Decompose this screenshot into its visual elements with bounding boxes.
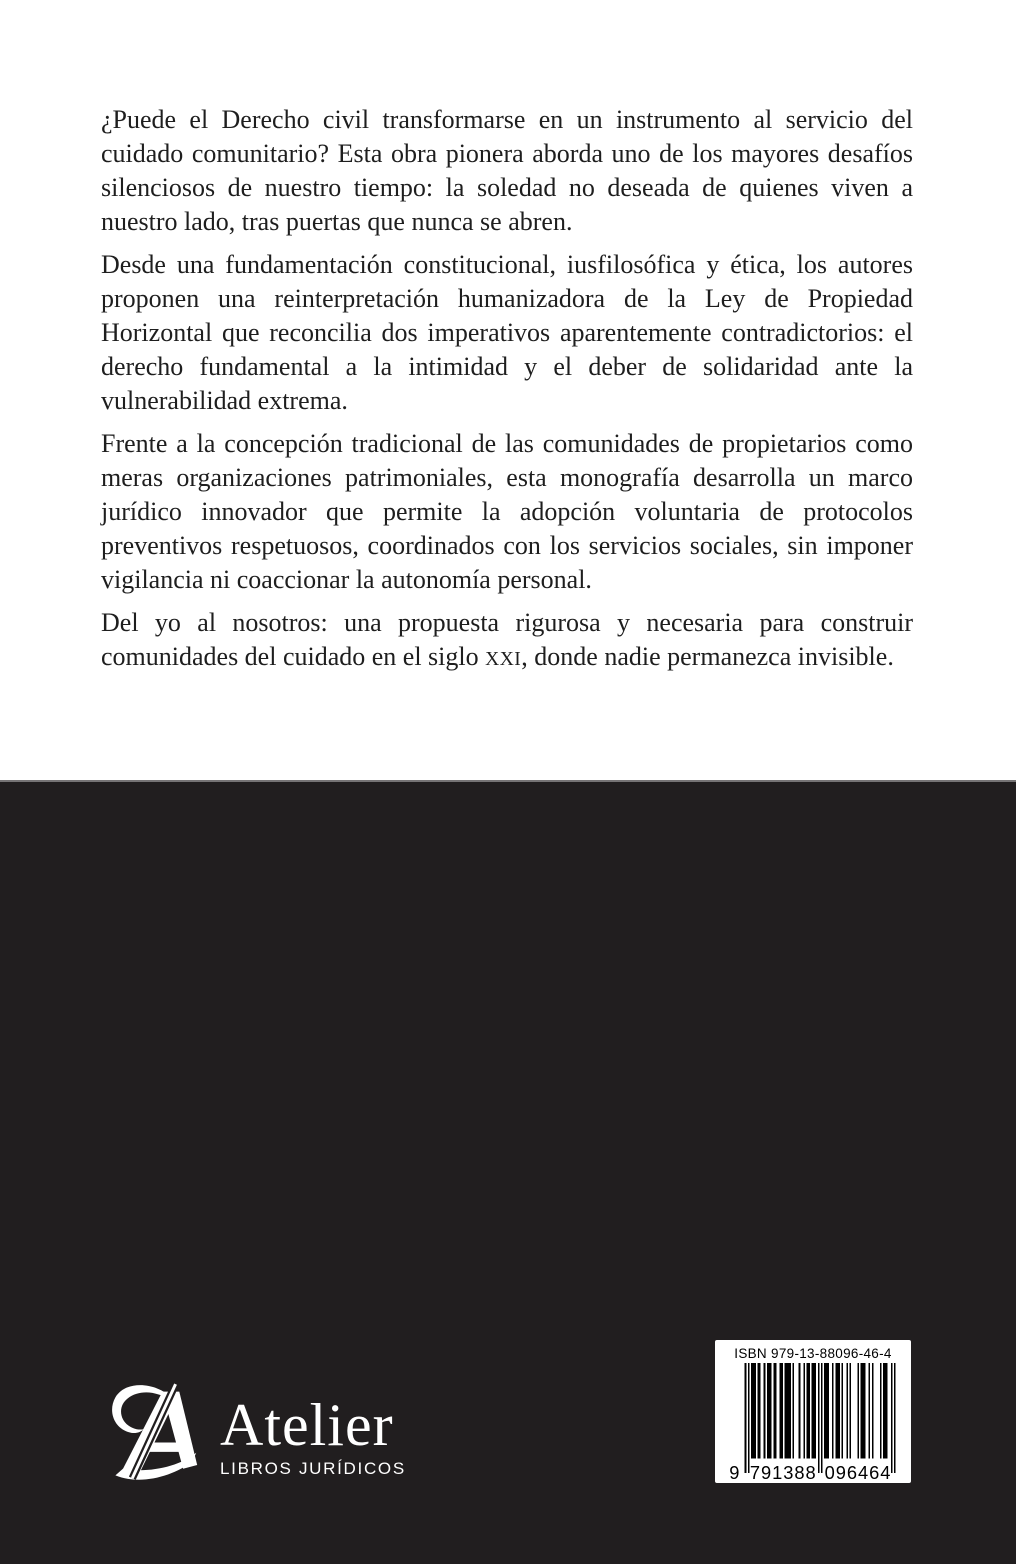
publisher-tagline: LIBROS JURÍDICOS: [220, 1459, 406, 1478]
svg-text:9: 9: [835, 1462, 846, 1481]
blurb-section: [101, 103, 913, 686]
blurb-paragraph-2: Desde una fundamentación constitucional, iusfilosófica y ética, los autores proponen una reinterpretación humanizadora de la Ley de Propiedad Horizontal que reconcilia dos imperativos aparentemente contradictorios: el derecho fundamental a la intimidad y el deber de solidaridad ante la vulnerabilidad extrema.: [101, 250, 913, 415]
svg-text:0: 0: [824, 1462, 835, 1481]
atelier-monogram-icon: [106, 1378, 200, 1490]
blurb-paragraph-4-pre: Del yo al nosotros: una propuesta rigurosa y necesaria para construir comunidades del cuidado en el siglo: [101, 608, 913, 671]
roman-numeral-xxi: XXI: [485, 649, 522, 670]
publisher-logo: [106, 1378, 406, 1490]
publisher-name: Atelier: [220, 1392, 394, 1458]
svg-text:8: 8: [805, 1462, 816, 1481]
ean13-barcode-icon: [724, 1363, 902, 1481]
blurb-paragraph-1: ¿Puede el Derecho civil transformarse en un instrumento al servicio del cuidado comunitario? Esta obra pionera aborda uno de los mayores desafíos silenciosos de nuestro tiempo: la soledad no deseada de quienes viven a nuestro lado, tras puertas que nunca se abren.: [101, 105, 913, 236]
svg-text:9: 9: [761, 1462, 772, 1481]
svg-text:6: 6: [846, 1462, 858, 1481]
blurb-paragraph-4: [101, 606, 913, 677]
svg-text:4: 4: [857, 1462, 869, 1481]
svg-text:7: 7: [749, 1462, 761, 1481]
svg-text:1: 1: [772, 1462, 783, 1481]
svg-text:8: 8: [794, 1462, 805, 1481]
footer-band: [0, 780, 1016, 1564]
svg-text:4: 4: [880, 1462, 891, 1481]
publisher-wordmark: [220, 1378, 406, 1490]
svg-text:6: 6: [869, 1462, 880, 1481]
isbn-label: ISBN 979-13-88096-46-4: [734, 1346, 892, 1361]
isbn-barcode-box: [715, 1340, 911, 1483]
blurb-paragraph-4-post: , donde nadie permanezca invisible.: [521, 642, 894, 671]
svg-text:9: 9: [729, 1462, 740, 1481]
svg-text:3: 3: [783, 1462, 794, 1481]
blurb-paragraph-3: Frente a la concepción tradicional de las comunidades de propietarios como meras organizaciones patrimoniales, esta monografía desarrolla un marco jurídico innovador que permite la adopción voluntaria de protocolos preventivos respetuosos, coordinados con los servicios sociales, sin imponer vigilancia ni coaccionar la autonomía personal.: [101, 429, 913, 594]
